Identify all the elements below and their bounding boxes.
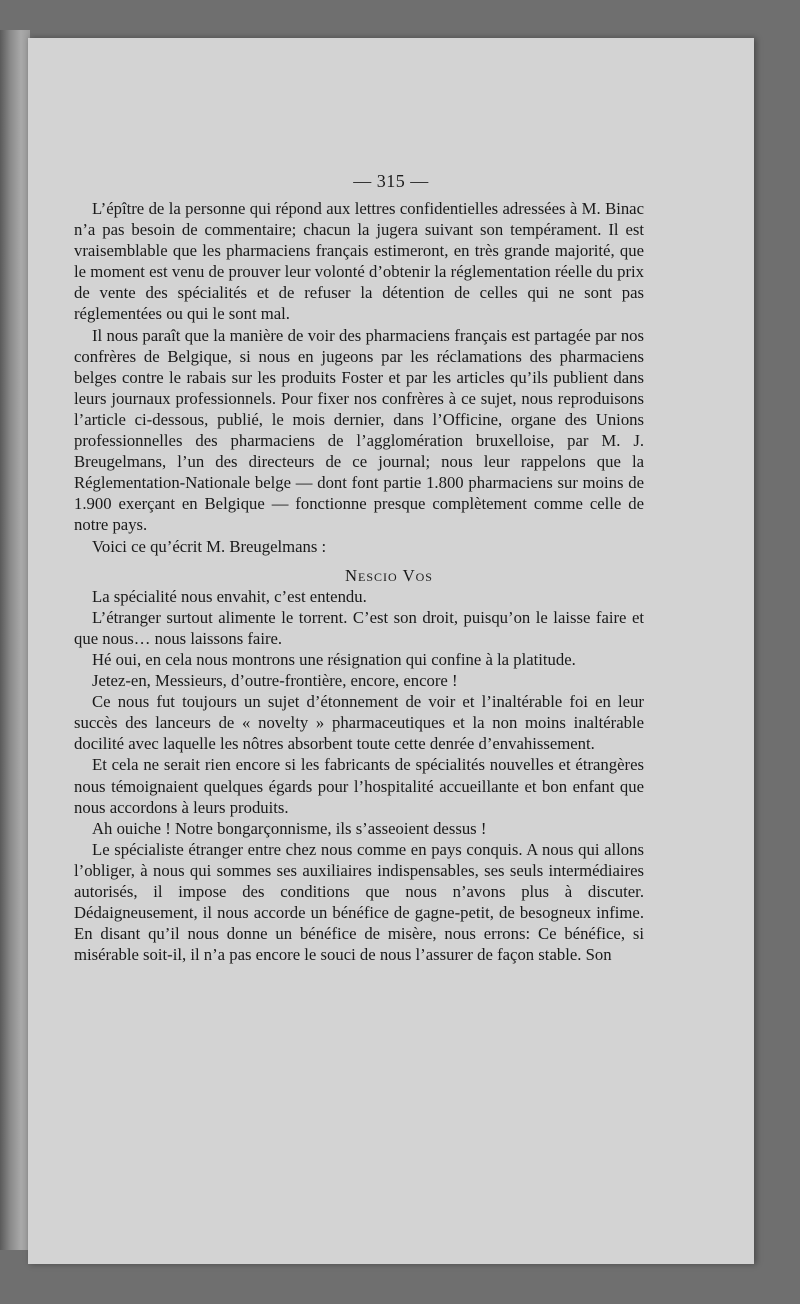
paragraph: Voici ce qu’écrit M. Breugelmans : [92,536,327,556]
article-paragraph: La spécialité nous envahit, c’est entendu. [92,586,367,606]
article-paragraph: Le spécialiste étranger entre chez nous comme en pays conquis. A nous qui allons l’obliger, à nous qui sommes ses auxiliaires indispensables, ses seuls intermédiaires autorisés, il impose des conditions que nous n’avons plus à discuter. Dédaigneusement, il nous accorde un bénéfice de gagne-petit, de besogneux infime. En disant qu’il nous donne un bénéfice de misère, nous errons: Ce bénéfice, si misérable soit-il, il n’a pas encore le souci de nous l’assurer de façon stable. Son [74,839,644,965]
article-paragraph: Ah ouiche ! Notre bongarçonnisme, ils s’asseoient dessus ! [92,818,487,838]
book-spine-edge [0,30,30,1250]
article-paragraph: Hé oui, en cela nous montrons une résignation qui confine à la platitude. [92,649,576,669]
article-paragraph: Et cela ne serait rien encore si les fabricants de spécialités nouvelles et étrangères nous témoignaient quelques égards pour l’hospitalité accueillante et bon enfant que nous accordons à leurs produits. [74,755,644,817]
page-text [74,198,644,965]
article-title: Nescio Vos [345,565,433,585]
article-paragraph: Jetez-en, Messieurs, d’outre-frontière, encore, encore ! [92,671,458,691]
book-page [28,38,754,1264]
paragraph: L’épître de la personne qui répond aux lettres confidentielles adressées à M. Binac n’a pas besoin de commentaire; chacun la jugera suivant son tempérament. Il est vraisemblable que les pharmaciens français estimeront, en très grande majorité, que le moment est venu de prouver leur volonté d’obtenir la réglementation réelle du prix de vente des spécialités et de refuser la détention de celles qui ne sont pas réglementées ou qui le sont mal. [74,199,644,324]
article-paragraph: Ce nous fut toujours un sujet d’étonnement de voir et l’inaltérable foi en leur succès des lanceurs de « novelty » pharmaceutiques et la non moins inaltérable docilité avec laquelle les nôtres absorbent toute cette denrée d’envahissement. [74,692,644,754]
article-paragraph: L’étranger surtout alimente le torrent. C’est son droit, puisqu’on le laisse faire et que nous… nous laissons faire. [74,607,644,648]
paragraph: Il nous paraît que la manière de voir des pharmaciens français est partagée par nos confrères de Belgique, si nous en jugeons par les réclamations des pharmaciens belges contre le rabais sur les produits Foster et par les articles qu’ils publient dans leurs journaux professionnels. Pour fixer nos confrères à ce sujet, nous reproduisons l’article ci-dessous, publié, le mois dernier, dans l’Officine, organe des Unions professionnelles des pharmaciens de l’agglomération bruxelloise, par M. J. Breugelmans, l’un des directeurs de ce journal; nous leur rappelons que la Réglementation-Nationale belge — dont font partie 1.800 pharmaciens sur moins de 1.900 exerçant en Belgique — fonctionne presque complètement comme celle de notre pays. [74,325,644,535]
page-number: — 315 — [353,171,429,191]
